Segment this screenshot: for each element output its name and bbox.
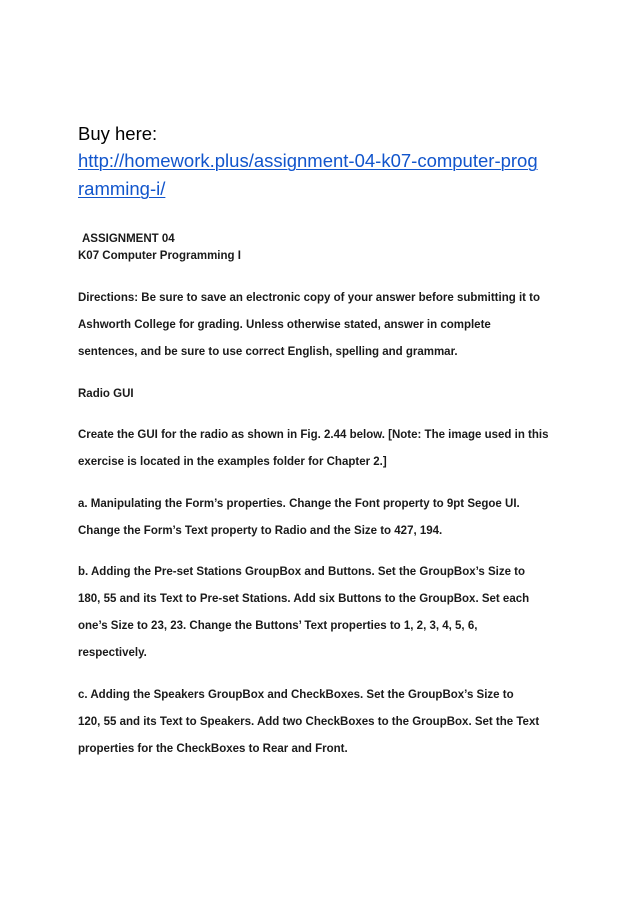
course-title: K07 Computer Programming I [78,250,241,262]
assignment-title: ASSIGNMENT 04 [82,233,175,245]
item-c-line-3: properties for the CheckBoxes to Rear and Front. [78,743,348,755]
item-c-line-1: c. Adding the Speakers GroupBox and CheckBoxes. Set the GroupBox’s Size to [78,689,514,701]
intro-line-2: exercise is located in the examples folder for Chapter 2.] [78,456,387,468]
item-a-line-2: Change the Form’s Text property to Radio and the Size to 427, 194. [78,525,443,537]
purchase-link-line-1[interactable]: http://homework.plus/assignment-04-k07-computer-prog [78,150,538,171]
directions-line-3: sentences, and be sure to use correct English, spelling and grammar. [78,346,458,358]
directions-line-1: Directions: Be sure to save an electronic copy of your answer before submitting it to [78,292,541,304]
item-b-line-2: 180, 55 and its Text to Pre-set Stations. Add six Buttons to the GroupBox. Set each [78,593,530,605]
purchase-link-line-2[interactable]: ramming-i/ [78,178,166,199]
item-b-line-1: b. Adding the Pre-set Stations GroupBox and Buttons. Set the GroupBox’s Size to [78,566,526,578]
directions-line-2: Ashworth College for grading. Unless otherwise stated, answer in complete [78,319,491,331]
buy-here-label: Buy here: [78,123,158,144]
intro-line-1: Create the GUI for the radio as shown in Fig. 2.44 below. [Note: The image used in this [78,429,549,441]
purchase-link[interactable] [78,147,578,203]
item-b-line-4: respectively. [78,647,147,659]
item-b-line-3: one’s Size to 23, 23. Change the Buttons’ Text properties to 1, 2, 3, 4, 5, 6, [78,620,478,632]
item-c-line-2: 120, 55 and its Text to Speakers. Add two CheckBoxes to the GroupBox. Set the Text [78,716,540,728]
section-heading: Radio GUI [78,388,134,400]
item-a-line-1: a. Manipulating the Form’s properties. Change the Font property to 9pt Segoe UI. [78,498,520,510]
